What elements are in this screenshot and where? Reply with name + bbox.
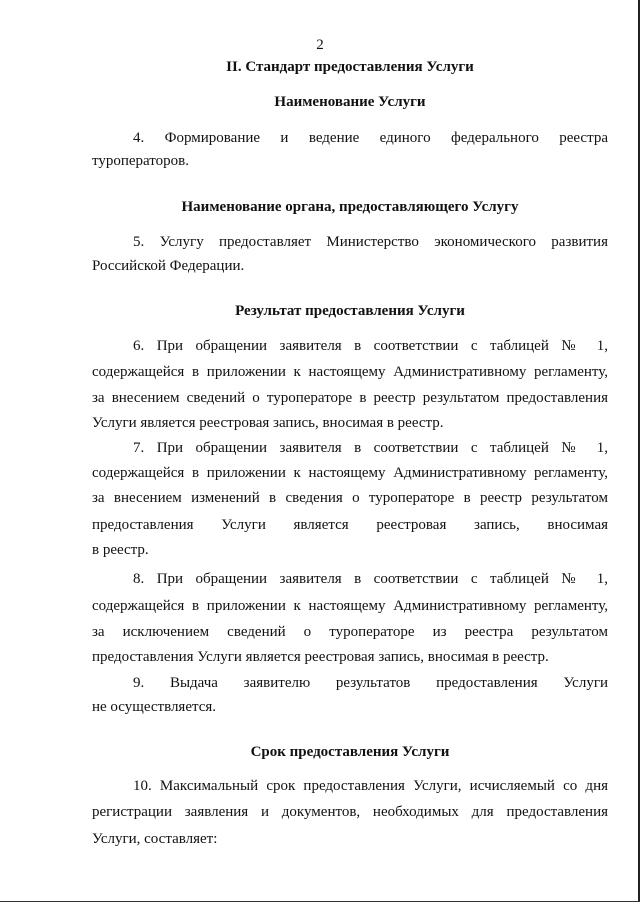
- heading-term: Срок предоставления Услуги: [250, 744, 450, 760]
- paragraph-7-line-3: за внесением изменений в сведения о туроператоре в реестр результатом: [92, 490, 608, 506]
- paragraph-8-line-2: содержащейся в приложении к настоящему Административному регламенту,: [92, 598, 608, 614]
- paragraph-6-line-4: Услуги является реестровая запись, вносимая в реестр.: [92, 415, 444, 431]
- heading-service-name: Наименование Услуги: [274, 94, 426, 110]
- paragraph-9-line-2: не осуществляется.: [92, 699, 217, 715]
- section-title: II. Стандарт предоставления Услуги: [226, 59, 474, 75]
- paragraph-7-line-2: содержащейся в приложении к настоящему Административному регламенту,: [92, 465, 608, 481]
- paragraph-4-line-1: 4. Формирование и ведение единого федерального реестра: [133, 130, 608, 146]
- paragraph-7-line-4: предоставления Услуги является реестровая запись, вносимая: [92, 517, 608, 533]
- paragraph-5-line-2: Российской Федерации.: [92, 258, 245, 274]
- paragraph-7-line-5: в реестр.: [92, 542, 149, 558]
- paragraph-8-line-3: за исключением сведений о туроператоре из реестра результатом: [92, 624, 608, 640]
- heading-result: Результат предоставления Услуги: [235, 303, 465, 319]
- paragraph-8-line-1: 8. При обращении заявителя в соответствии с таблицей № 1,: [133, 571, 608, 587]
- paragraph-10-line-3: Услуги, составляет:: [92, 831, 218, 847]
- paragraph-4-line-2: туроператоров.: [92, 153, 190, 169]
- paragraph-8-line-4: предоставления Услуги является реестровая запись, вносимая в реестр.: [92, 649, 549, 665]
- paragraph-7-line-1: 7. При обращении заявителя в соответствии с таблицей № 1,: [133, 440, 608, 456]
- paragraph-6-line-2: содержащейся в приложении к настоящему Административному регламенту,: [92, 364, 608, 380]
- paragraph-6-line-1: 6. При обращении заявителя в соответствии с таблицей № 1,: [133, 338, 608, 354]
- paragraph-5-line-1: 5. Услугу предоставляет Министерство экономического развития: [133, 234, 608, 250]
- paragraph-6-line-3: за внесением сведений о туроператоре в реестр результатом предоставления: [92, 390, 608, 406]
- paragraph-10-line-2: регистрации заявления и документов, необходимых для предоставления: [92, 804, 608, 820]
- paragraph-10-line-1: 10. Максимальный срок предоставления Услуги, исчисляемый со дня: [133, 778, 608, 794]
- paragraph-9-line-1: 9. Выдача заявителю результатов предоставления Услуги: [133, 675, 608, 691]
- heading-authority: Наименование органа, предоставляющего Услугу: [181, 199, 519, 215]
- page-number: 2: [316, 37, 324, 53]
